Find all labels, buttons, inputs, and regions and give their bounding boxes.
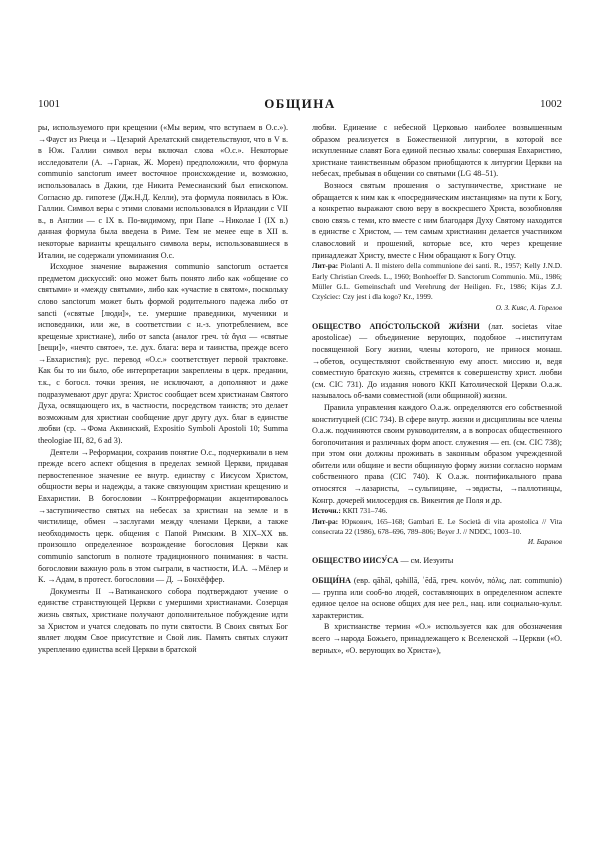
page-header xyxy=(38,96,562,116)
paragraph: Исходное значение выражения communio sanctorum остается предметом дискуссий: оно может быть понято либо как «общение со святыми» и «между святыми», либо как «участие в святом», поскольку слово sanctorum может быть формой родительного падежа либо от sancti («святые [люди]», т.е. умершие праведники, мученики и исповедники, или же, в соответствии с н.-з. употреблением, все крещеные христиане), либо от sancta (аналог греч. τὰ ἅγια — «святые [вещи]», «нечто святое», т.е. дух. блага: вера и таинства, прежде всего →Евхаристия); рус. перевод «О.с.» соответствует первой трактовке. Как бы то ни было, обе интерпретации закреплены в церк. предании, т.к., с богосл. точки зрения, не исключают, а дополняют и даже подразумевают друг друга: Христос сообщает всем христианам Святого Духа, освящающего их, в частности, посредством таинств; это делает возможным для христиан сообщение друг другу дух. благ в единстве любви (ср. →Фома Аквинский, Expositio Symboli Apostoli 10; Summa theologiae III, 82, 6 ad 3). xyxy=(38,262,288,446)
cross-reference: — см. Иезуиты xyxy=(400,556,454,566)
entry-separator xyxy=(312,547,562,555)
right-column xyxy=(312,122,562,837)
paragraph: Документы II →Ватиканского собора подтверждают учение о единстве странствующей Церкви с умершими христианами. Созерцая жизнь святых, христиане получают дополнительное побуждение идти за Христом и учатся следовать по пути святости. В Своих святых Бог являет людям Свое присутствие и Свой лик. Память святых служит укреплению единства всей Церкви в братской xyxy=(38,586,288,654)
bibliography-text: Piolanti A. Il mistero della communione dei santi. R., 1957; Kelly J.N.D. Early Christian Creeds. L., 1960; Bonhoeffer D. Sanctorum Communio. Mü., 1986; Müller G.L. Gemeinschaft und Verehrung der Heiligen. Fr., 1986; Kijas Z.J. Czyściec: Czy jest i dla kogo? Kr., 1999. xyxy=(312,261,562,302)
paragraph: Вознося святым прошения о заступничестве, христиане не обращается к ним как к «посредническим инстанциям» на пути к Богу, а конкретно выражают свою веру в воскресшего Христа, возобновляя свою связь с теми, кто вместе с ним благодаря Духу Святому находится в единстве с Христом, — тем самым христианин делается участником славословий и прошений, которые все, кто через крещение принадлежат Христу, вместе с Ним обращают к Богу Отцу. xyxy=(312,180,562,260)
entry-definition: (лат. societas vitae apostolicae) — объединение верующих, подобное →институтам посвященной Богу жизни, члены которого, не принося монаш. →обетов, осуществляют свойственную ему апост. миссию и, ведя совместную братскую жизнь, стремятся к совершенству христ. любви (см. CIC 731). До издания нового ККП Католической Церкви О.а.ж. называлось об-вами совместной (или общинной) жизни. xyxy=(312,321,562,401)
entry-author: И. Баранов xyxy=(527,538,562,547)
entry-author: О. З. Кияс, А. Горелов xyxy=(495,303,562,312)
sources-label: Источн.: xyxy=(312,506,341,516)
entry-headword: ОБЩИ́НА xyxy=(312,576,351,586)
bibliography xyxy=(312,517,562,538)
entry-separator xyxy=(312,567,562,575)
entry-definition: (евр. qāhāl, qəhillā, ʿēdā, греч. κοινόν, πόλις, лат. communio) — группа или сооб-во людей, составляющих в определенном аспекте единое целое на основе общих для нее рел., нац. или социально-культ. характеристик. xyxy=(312,576,562,620)
entry-society-apostolic-life xyxy=(312,321,562,402)
entry-headword: ОБЩЕСТВО ИИСУ́СА xyxy=(312,556,399,566)
running-title: ОБЩИНА xyxy=(264,96,336,111)
bibliography-text: Юркович, 165–168; Gambari E. Le Società di vita apostolica // Vita consecrata 22 (1986), 678–696, 789–806; Beyer J. // NDDC, 1003–10. xyxy=(312,516,562,537)
paragraph: любви. Единение с небесной Церковью наиболее возвышенным образом реализуется в Божественной литургии, в которой все искупленные славят Бога единой песнью хвалы: совершая Евхаристию, христиане таинственным образом приобщаются к литургии Церкви на небесах, пребывая в общении со святыми (LG 48–51). xyxy=(312,123,562,179)
entry-society-of-jesus xyxy=(312,555,562,567)
page-number-left: 1001 xyxy=(38,98,60,110)
entry-separator xyxy=(312,313,562,321)
sources xyxy=(312,506,562,516)
bibliography-label: Лит-ра: xyxy=(312,516,339,526)
entry-community xyxy=(312,575,562,621)
paragraph: В христианстве термин «О.» используется как для обозначения всего →народа Божьего, принадлежащего к Вселенской →Церкви («О. верных», «О. верующих во Христа»), xyxy=(312,622,562,655)
bibliography xyxy=(312,261,562,303)
entry-headword: ОБЩЕСТВО АПО́СТОЛЬСКОЙ ЖИ́ЗНИ xyxy=(312,321,480,331)
page-number-right: 1002 xyxy=(540,98,562,110)
sources-text: ККП 731–746. xyxy=(342,506,388,516)
bibliography-label: Лит-ра: xyxy=(312,261,339,271)
paragraph: Деятели →Реформации, сохранив понятие О.с., подчеркивали в нем прежде всего аспект общения в пределах земной Церкви, придавая первостепенное значение ее внутр. единству с Иисусом Христом, общности веры и надежды, а также связующим христиан крещению и Евхаристии. В богословии →Контрреформации акцентировалось →заступничество святых на небесах за христиан на земле и в чистилище, обмен →заслугами между членами Церкви, а также необходимость церк. общения с Папой Римским. В XIX–XX вв. произошло определенное возрождение богословия Церкви как communio sanctorum в полноте традиционного понимания: в частн. богословии важную роль в этом сыграли, в частности, И.А. →Мёлер и К. →Адам, в протест. богословии — Д. →Бонхёффер. xyxy=(38,447,288,585)
paragraph: Правила управления каждого О.а.ж. определяются его собственной конституцией (CIC 734). В сфере внутр. жизни и дисциплины все члены О.а.ж. подчиняются своим руководителям, а в вопросах общественного богопочитания и различных форм апост. служения — еп. (см. CIC 738); при этом они должны проживать в законным образом учрежденной обители или общине и вести общинную форму жизни согласно нормам собственного права (CIC 740). К О.а.ж. понтификального права относятся →лазаристы, →сульпицине, →эвдисты, →паллотинцы, Конгр. дочерей милосердия св. Викентия де Поля и др. xyxy=(312,402,562,505)
paragraph: ры, используемого при крещении («Мы верим, что вступаем в О.с.»). →Фауст из Риеца и →Цезарий Арелатский свидетельствуют, что в V в. в Юж. Галлии символ веры включал слова «О.с.». Некоторые исследователи (А. →Гарнак, Ж. Морен) предположили, что формула communio sanctorum имеет восточное происхождение и, возможно, использовалась в Дакии, где Никита Ремесианский был епископом. Согласно др. гипотезе (Дж.Н.Д. Келли), эта формула появилась в Юж. Галлии. Символ веры с этими словами использовался в Ирландии с VII в., в Англии — с IX в. По-видимому, при Папе →Николае I (IX в.) данная формула была введена в Риме. Тем не менее еще в XII в. некоторые варианты крещальнго символа веры, использовавшиеся в Италии, не содержали упоминания О.с. xyxy=(38,123,288,260)
left-column xyxy=(38,122,288,837)
